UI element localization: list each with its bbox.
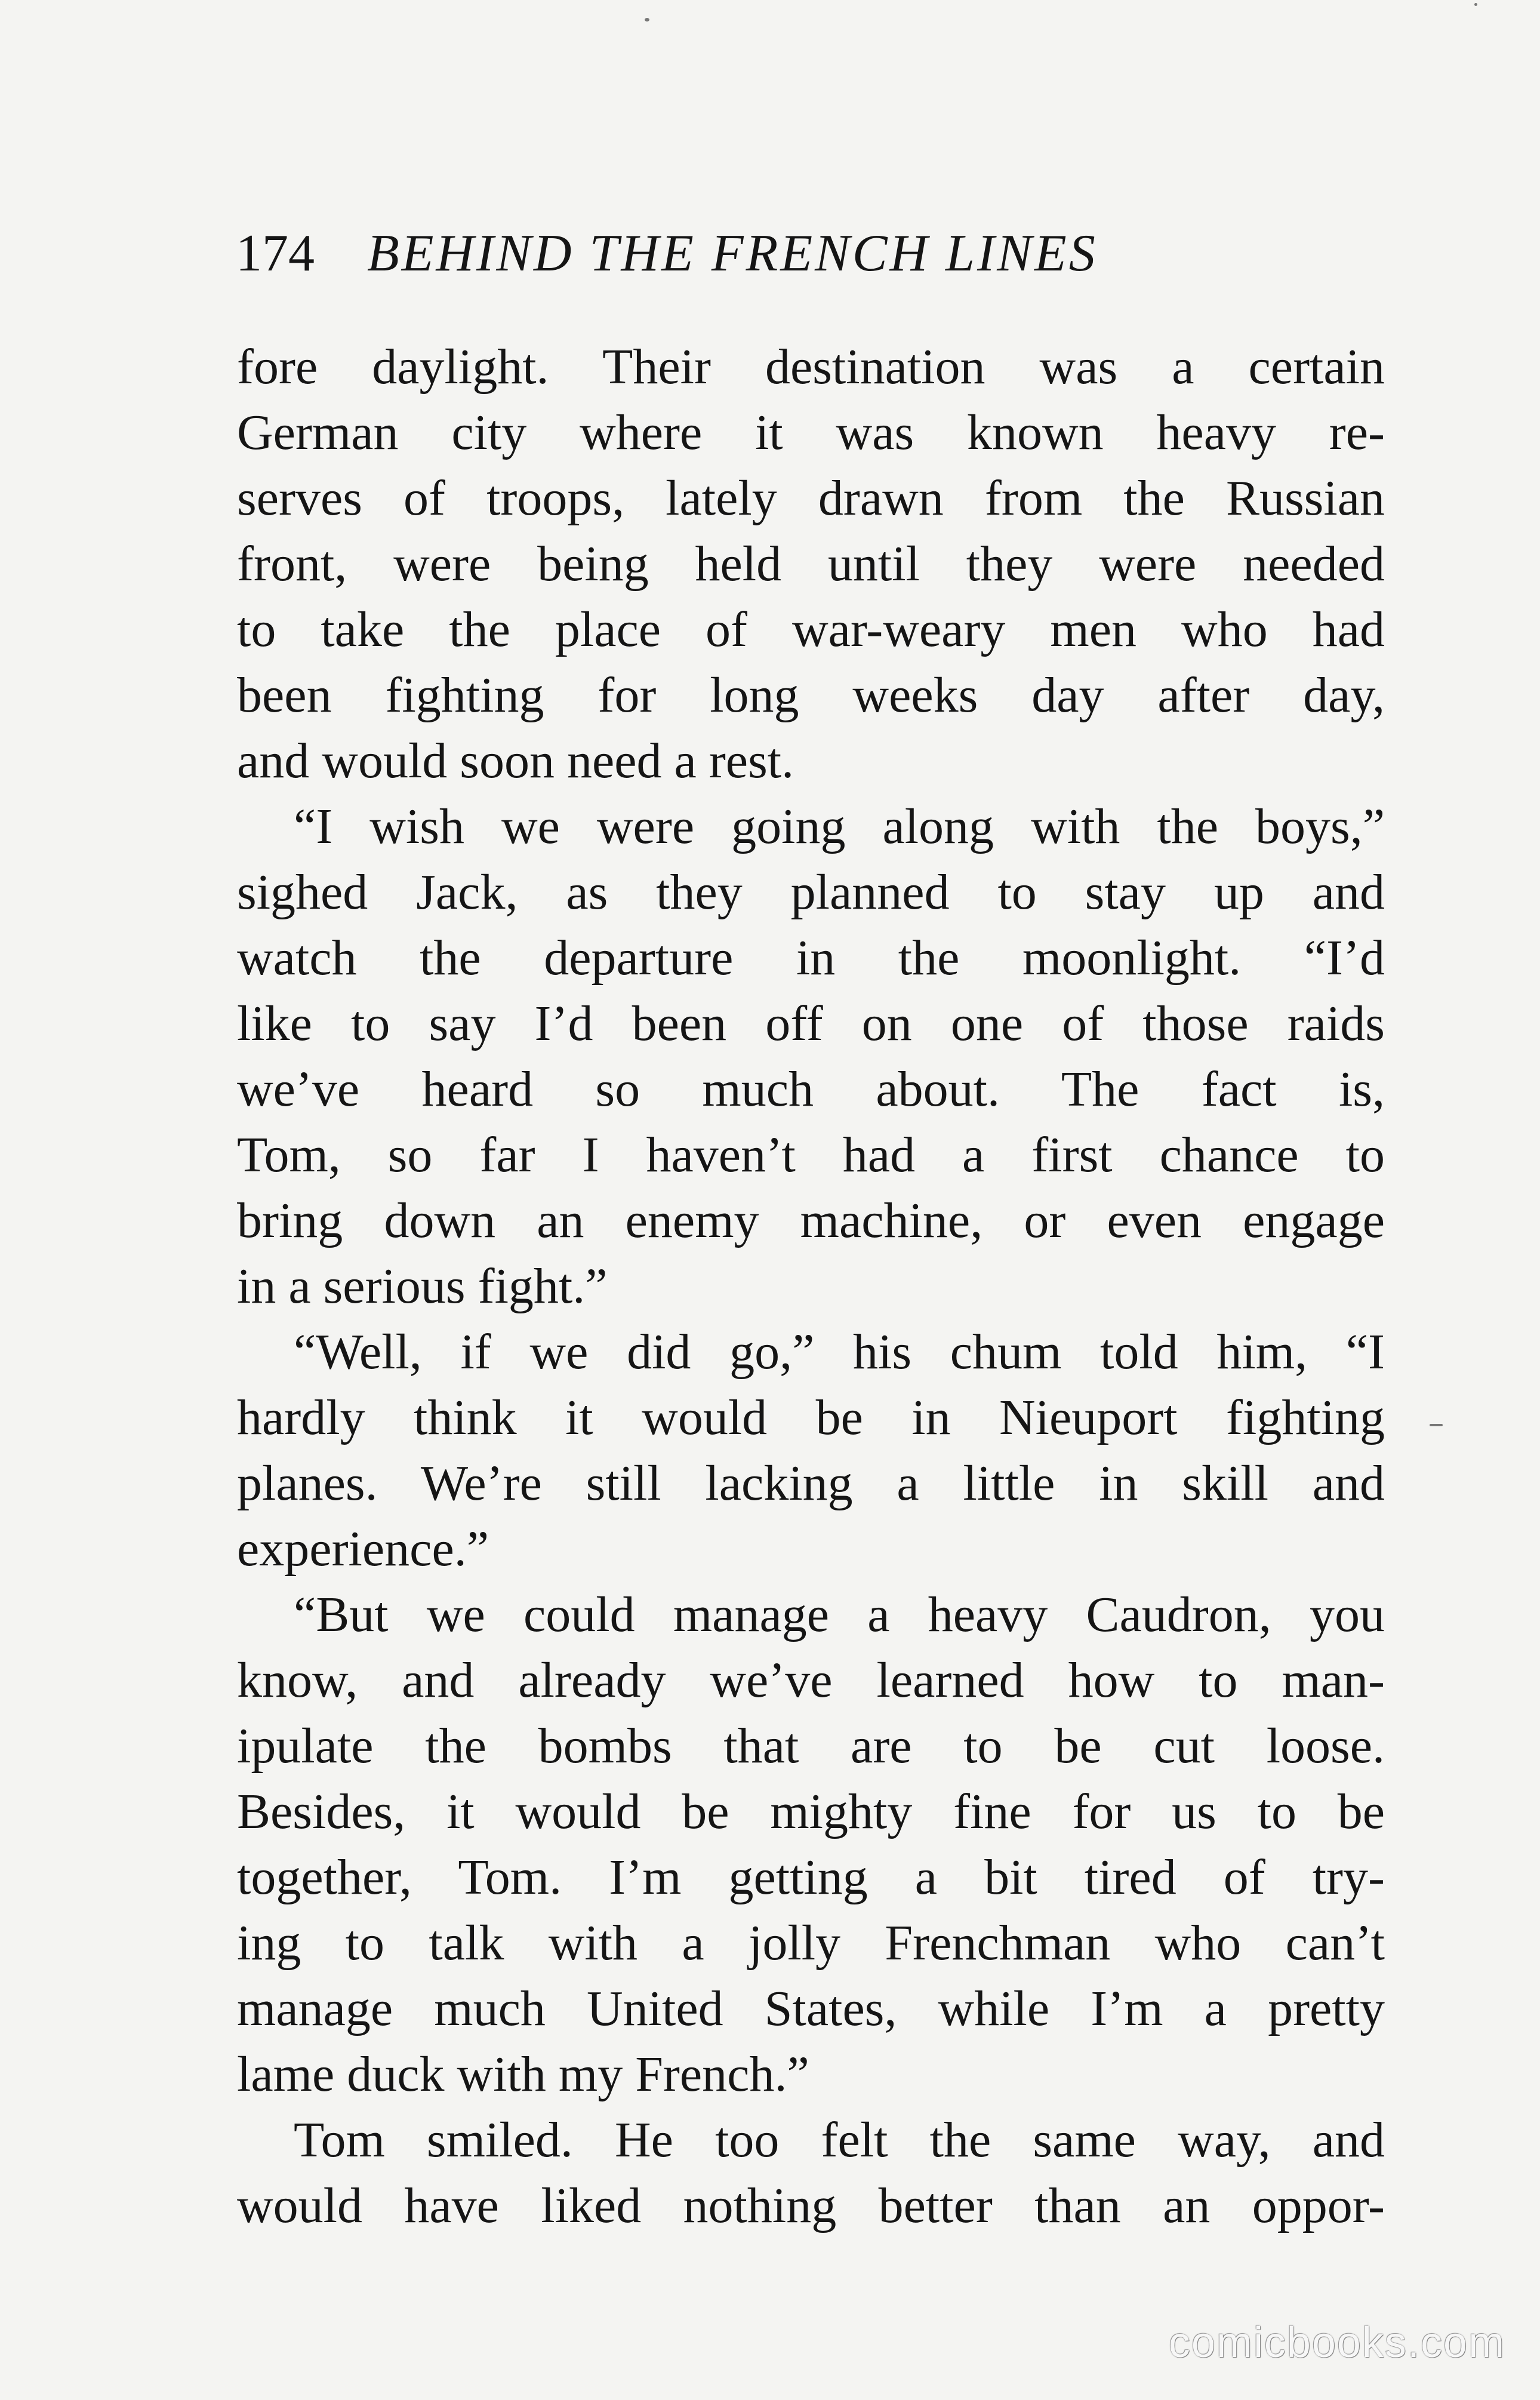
- text-line: experience.”: [237, 1521, 489, 1577]
- text-line: know, and already we’ve learned how to man-: [237, 1653, 1385, 1708]
- text-line: and would soon need a rest.: [237, 733, 794, 789]
- text-line: hardly think it would be in Nieuport fighting: [237, 1390, 1385, 1445]
- text-line: ing to talk with a jolly Frenchman who can’t: [237, 1915, 1385, 1971]
- text-line: bring down an enemy machine, or even engage: [237, 1193, 1385, 1248]
- text-line: in a serious fight.”: [237, 1259, 608, 1314]
- text-line: ipulate the bombs that are to be cut loose.: [237, 1718, 1385, 1774]
- text-line: been fighting for long weeks day after day,: [237, 667, 1385, 723]
- watermark: comicbooks.com: [1168, 2319, 1505, 2367]
- text-line: planes. We’re still lacking a little in skill and: [237, 1456, 1385, 1511]
- text-line: German city where it was known heavy re-: [237, 405, 1385, 460]
- page-header: [236, 221, 1251, 287]
- text-line: lame duck with my French.”: [237, 2047, 809, 2102]
- text-line: Tom smiled. He too felt the same way, and: [294, 2112, 1385, 2168]
- text-line: front, were being held until they were needed: [237, 536, 1385, 592]
- page-number: 174: [236, 224, 315, 282]
- text-line: fore daylight. Their destination was a certain: [237, 339, 1385, 395]
- text-line: “Well, if we did go,” his chum told him, “I: [294, 1324, 1385, 1380]
- text-line: sighed Jack, as they planned to stay up and: [237, 864, 1385, 920]
- body-text: [237, 334, 1385, 2239]
- text-line: watch the departure in the moonlight. “I’d: [237, 930, 1385, 986]
- text-line: “But we could manage a heavy Caudron, you: [294, 1587, 1385, 1642]
- running-title: BEHIND THE FRENCH LINES: [367, 224, 1098, 282]
- text-line: serves of troops, lately drawn from the Russian: [237, 470, 1385, 526]
- text-line: to take the place of war-weary men who had: [237, 602, 1385, 657]
- text-line: together, Tom. I’m getting a bit tired of try-: [237, 1850, 1385, 1905]
- text-line: would have liked nothing better than an oppor-: [237, 2178, 1385, 2233]
- text-line: we’ve heard so much about. The fact is,: [237, 1061, 1385, 1117]
- text-line: Besides, it would be mighty fine for us to be: [237, 1784, 1385, 1839]
- text-line: “I wish we were going along with the boys,”: [294, 799, 1385, 854]
- text-line: like to say I’d been off on one of those raids: [237, 996, 1385, 1051]
- text-line: manage much United States, while I’m a pretty: [237, 1981, 1385, 2036]
- text-line: Tom, so far I haven’t had a first chance to: [237, 1127, 1385, 1183]
